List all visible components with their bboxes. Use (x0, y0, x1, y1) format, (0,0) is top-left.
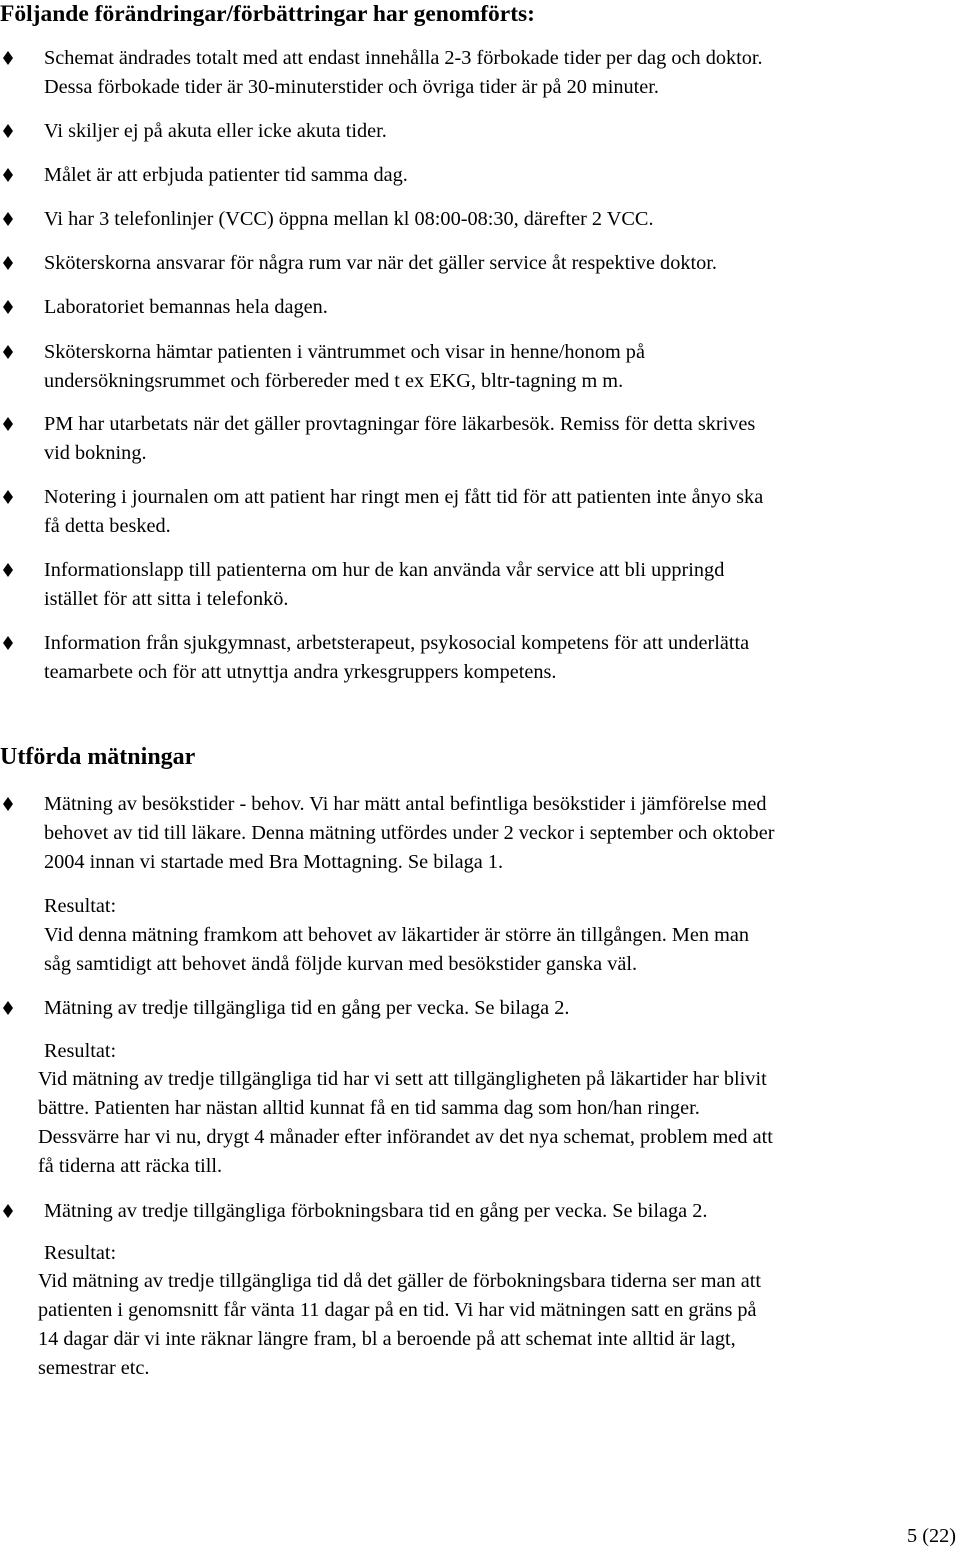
diamond-bullet-icon (1, 168, 15, 182)
result-text: Vid mätning av tredje tillgängliga tid då det gäller de förbokningsbara tiderna ser man att patienten i genomsnitt får vänta 11 dagar på en tid. Vi har vid mätningen satt en gräns på 14 dagar där vi inte räknar längre fram, bl a beroende på att schemat inte alltid är lagt, semestrar etc. (38, 1270, 762, 1379)
list-item-text: Vi skiljer ej på akuta eller icke akuta tider. (44, 120, 387, 142)
list-item-text: Laboratoriet bemannas hela dagen. (44, 296, 328, 318)
diamond-bullet-icon (1, 345, 15, 359)
diamond-bullet-icon (1, 563, 15, 577)
diamond-bullet-icon (1, 1001, 15, 1015)
diamond-bullet-icon (1, 490, 15, 504)
diamond-bullet-icon (1, 636, 15, 650)
result-label: Resultat: (44, 1040, 117, 1062)
diamond-bullet-icon (1, 797, 15, 811)
result-text: Vid mätning av tredje tillgängliga tid har vi sett att tillgängligheten på läkartider har blivit bättre. Patienten har nästan alltid kunnat få en tid samma dag som hon/han ringer. Dessvärre har vi nu, drygt 4 månader efter införandet av det nya schemat, problem med att få tiderna att räcka till. (38, 1068, 773, 1177)
result-label: Resultat: (44, 1242, 117, 1264)
list-item-text: Mätning av tredje tillgängliga förbokningsbara tid en gång per vecka. Se bilaga 2. (44, 1200, 708, 1222)
list-item-text: Sköterskorna hämtar patienten i väntrummet och visar in henne/honom på undersökningsrummet och förbereder med t ex EKG, bltr-tagning m m. (44, 341, 645, 392)
result-label: Resultat: (44, 895, 117, 917)
page-number: 5 (22) (907, 1525, 956, 1547)
diamond-bullet-icon (1, 1204, 15, 1218)
list-item-text: Mätning av tredje tillgängliga tid en gång per vecka. Se bilaga 2. (44, 997, 570, 1019)
section-heading-changes: Följande förändringar/förbättringar har genomförts: (0, 1, 536, 27)
list-item-text: Information från sjukgymnast, arbetsterapeut, psykosocial kompetens för att underlätta teamarbete och för att utnyttja andra yrkesgruppers kompetens. (44, 632, 750, 683)
diamond-bullet-icon (1, 212, 15, 226)
list-item-text: PM har utarbetats när det gäller provtagningar före läkarbesök. Remiss för detta skrives vid bokning. (44, 413, 756, 464)
diamond-bullet-icon (1, 124, 15, 138)
diamond-bullet-icon (1, 417, 15, 431)
list-item-text: Notering i journalen om att patient har ringt men ej fått tid för att patienten inte ånyo ska få detta besked. (44, 486, 764, 537)
result-text: Vid denna mätning framkom att behovet av läkartider är större än tillgången. Men man såg samtidigt att behovet ändå följde kurvan med besökstider ganska väl. (44, 924, 750, 975)
list-item-text: Mätning av besökstider - behov. Vi har mätt antal befintliga besökstider i jämförelse med behovet av tid till läkare. Denna mätning utfördes under 2 veckor i september och oktober 2004 innan vi startade med Bra Mottagning. Se bilaga 1. (44, 793, 775, 873)
list-item-text: Vi har 3 telefonlinjer (VCC) öppna mellan kl 08:00-08:30, därefter 2 VCC. (44, 208, 654, 230)
list-item-text: Målet är att erbjuda patienter tid samma dag. (44, 164, 408, 186)
list-item-text: Informationslapp till patienterna om hur de kan använda vår service att bli uppringd istället för att sitta i telefonkö. (44, 559, 725, 610)
list-item-text: Schemat ändrades totalt med att endast innehålla 2-3 förbokade tider per dag och doktor. Dessa förbokade tider är 30-minuterstider och övriga tider är på 20 minuter. (44, 47, 763, 98)
diamond-bullet-icon (1, 256, 15, 270)
list-item-text: Sköterskorna ansvarar för några rum var när det gäller service åt respektive doktor. (44, 252, 717, 274)
diamond-bullet-icon (1, 300, 15, 314)
section-heading-measurements: Utförda mätningar (0, 744, 196, 770)
diamond-bullet-icon (1, 51, 15, 65)
